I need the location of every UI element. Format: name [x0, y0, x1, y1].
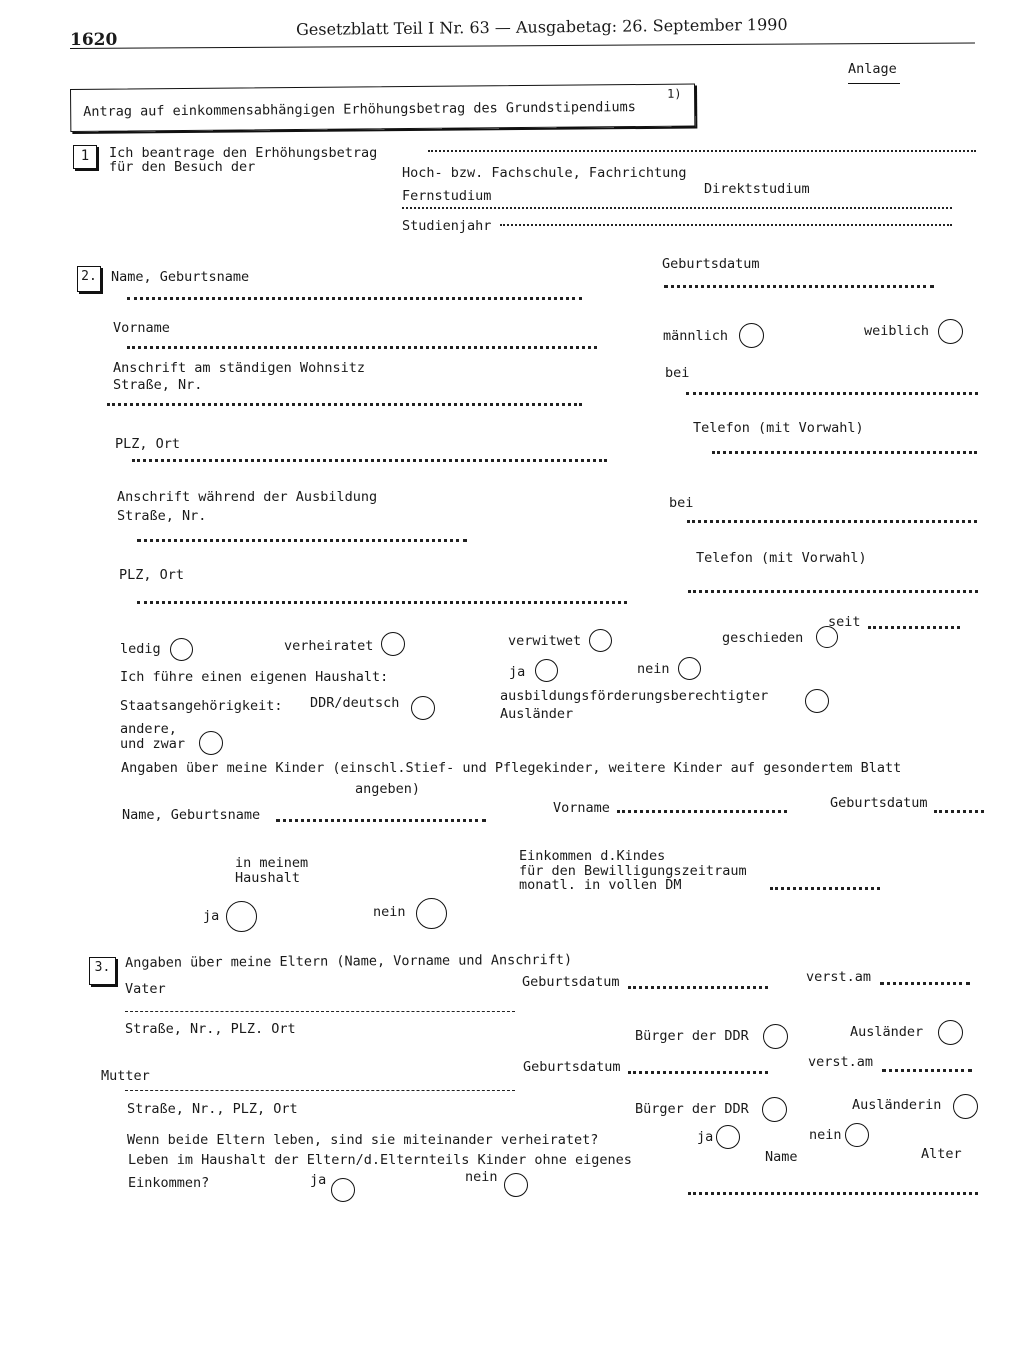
radio-vater-buerger[interactable]: [763, 1024, 788, 1049]
s2-strasse2-line[interactable]: [137, 539, 467, 544]
s3-ja2: ja: [310, 1172, 327, 1188]
radio-auslaender[interactable]: [805, 689, 829, 713]
s3-strasse2: Straße, Nr., PLZ, Ort: [127, 1101, 298, 1117]
s2-seit-line[interactable]: [868, 626, 960, 631]
anlage-underline: [848, 83, 900, 84]
s3-heading: Angaben über meine Eltern (Name, Vorname und Anschrift): [124, 951, 573, 971]
radio-mutter-buerger[interactable]: [762, 1097, 787, 1122]
s1-besuch: für den Besuch der: [109, 159, 256, 175]
s1-studienjahr-line[interactable]: [500, 224, 952, 228]
s2-plz-ort1: PLZ, Ort: [115, 436, 181, 452]
s2-andere-2: und zwar: [120, 736, 186, 752]
section-3-number: 3.: [89, 957, 116, 985]
s1-studienjahr: Studienjahr: [402, 218, 492, 234]
radio-kind-nein[interactable]: [416, 898, 447, 929]
radio-verwitwet[interactable]: [589, 629, 612, 652]
page-number: 1620: [70, 30, 118, 50]
s3-nein2: nein: [465, 1169, 498, 1185]
s1-line-top[interactable]: [428, 150, 976, 154]
s2-ddr-deutsch: DDR/deutsch: [310, 695, 400, 711]
s2-name-label: Name, Geburtsname: [111, 269, 250, 285]
s3-verst2-line[interactable]: [882, 1069, 972, 1074]
s2-verwitwet: verwitwet: [508, 633, 582, 649]
s1-direktstudium: Direktstudium: [704, 181, 810, 197]
s2-strasse1-line[interactable]: [107, 403, 582, 408]
s2-telefon1-line[interactable]: [712, 451, 977, 456]
s3-vater: Vater: [125, 981, 166, 997]
s2-anschrift-ausbildung: Anschrift während der Ausbildung: [117, 489, 378, 505]
footnote-marker: 1): [667, 86, 682, 101]
s2-weiblich-label: weiblich: [864, 323, 930, 339]
s2-plz-ort2-line[interactable]: [137, 601, 627, 606]
s2-strasse2: Straße, Nr.: [117, 508, 207, 524]
s2-vorname-line[interactable]: [127, 346, 597, 351]
radio-haushalt-nein[interactable]: [678, 657, 701, 680]
header-rule: [70, 42, 975, 49]
radio-andere[interactable]: [199, 731, 223, 755]
s1-fernstudium: Fernstudium: [402, 188, 492, 204]
s2-plz-ort1-line[interactable]: [132, 459, 607, 464]
s3-verst1: verst.am: [806, 969, 872, 985]
s2-geburtsdatum-label: Geburtsdatum: [662, 256, 760, 272]
s3-auslaender: Ausländer: [850, 1024, 924, 1040]
s2-kind-name-line[interactable]: [276, 819, 486, 824]
radio-verheiratet[interactable]: [381, 632, 405, 656]
radio-eltern-verheiratet-nein[interactable]: [845, 1123, 869, 1147]
s2-kind-vorname-line[interactable]: [617, 810, 787, 815]
radio-haushalt-ja[interactable]: [535, 659, 558, 682]
s3-geburtsdatum1-line[interactable]: [628, 986, 768, 991]
s3-kinder-frage-1: Leben im Haushalt der Eltern/d.Elternteils Kinder ohne eigenes: [128, 1152, 632, 1168]
s2-telefon2: Telefon (mit Vorwahl): [696, 550, 867, 566]
s2-kinder-1: Angaben über meine Kinder (einschl.Stief- und Pflegekinder, weitere Kinder auf gesondertem Blatt: [121, 760, 902, 776]
s3-verst2: verst.am: [808, 1054, 874, 1070]
form-title-box: [70, 84, 695, 132]
s3-geburtsdatum2-line[interactable]: [628, 1071, 768, 1076]
s2-andere-1: andere,: [120, 721, 177, 737]
s2-kind-name: Name, Geburtsname: [122, 807, 261, 823]
s2-geburtsdatum-line[interactable]: [664, 285, 934, 290]
s2-telefon1: Telefon (mit Vorwahl): [693, 420, 864, 436]
radio-kinder-ja[interactable]: [331, 1178, 355, 1202]
s2-kind-geburtsdatum-line[interactable]: [934, 810, 984, 815]
s3-alter: Alter: [921, 1146, 962, 1162]
anlage-label: Anlage: [848, 61, 897, 77]
s2-verheiratet: verheiratet: [284, 638, 374, 654]
s3-name: Name: [765, 1149, 798, 1165]
s2-einkommen-3: monatl. in vollen DM: [519, 877, 682, 893]
s3-geburtsdatum2: Geburtsdatum: [523, 1059, 621, 1075]
s2-vorname-label: Vorname: [113, 320, 170, 336]
form-title: Antrag auf einkommensabhängigen Erhöhungsbetrag des Grundstipendiums: [83, 99, 636, 120]
s2-haushalt: Ich führe einen eigenen Haushalt:: [120, 669, 389, 685]
section-1-number: 1: [73, 145, 97, 169]
s1-line-mid[interactable]: [402, 207, 952, 211]
s2-in-meinem: in meinem: [235, 855, 309, 871]
radio-maennlich[interactable]: [739, 323, 764, 348]
s3-mutter-line[interactable]: [125, 1090, 515, 1092]
s3-verst1-line[interactable]: [880, 982, 970, 987]
s2-haushalt-nein: nein: [637, 661, 670, 677]
radio-mutter-auslaenderin[interactable]: [953, 1094, 978, 1119]
s2-name-line[interactable]: [127, 297, 582, 302]
s2-staatsangehoerigkeit: Staatsangehörigkeit:: [120, 698, 283, 714]
s1-beantrage: Ich beantrage den Erhöhungsbetrag: [109, 145, 378, 161]
s3-kinder-name-alter-line[interactable]: [688, 1192, 978, 1197]
radio-ledig[interactable]: [170, 638, 193, 661]
s2-haushalt-label: Haushalt: [235, 870, 301, 886]
s2-kind-nein: nein: [373, 904, 406, 920]
s3-kinder-frage-2: Einkommen?: [128, 1175, 210, 1191]
s3-buerger1: Bürger der DDR: [635, 1028, 749, 1044]
s2-einkommen-2: für den Bewilligungszeitraum: [519, 863, 747, 879]
gazette-title: Gesetzblatt Teil I Nr. 63 — Ausgabetag: 26. September 1990: [295, 14, 788, 39]
radio-eltern-verheiratet-ja[interactable]: [716, 1125, 740, 1149]
s2-einkommen-1: Einkommen d.Kindes: [519, 848, 666, 864]
s2-geschieden: geschieden: [722, 630, 804, 646]
s3-mutter: Mutter: [101, 1068, 150, 1084]
radio-weiblich[interactable]: [938, 319, 963, 344]
s3-verheiratet-frage: Wenn beide Eltern leben, sind sie miteinander verheiratet?: [127, 1132, 599, 1148]
s2-ledig: ledig: [120, 641, 161, 657]
s2-kinder-2: angeben): [355, 781, 421, 797]
s2-foerderung-1: ausbildungsförderungsberechtigter: [500, 688, 769, 704]
s2-haushalt-ja: ja: [509, 664, 526, 680]
s3-ja1: ja: [697, 1129, 714, 1145]
s1-school-label: Hoch- bzw. Fachschule, Fachrichtung: [402, 165, 687, 181]
s2-bei2: bei: [669, 495, 694, 511]
section-2-number: 2.: [77, 266, 101, 292]
radio-kinder-nein[interactable]: [504, 1173, 528, 1197]
s2-kind-ja: ja: [203, 908, 220, 924]
radio-ddr-deutsch[interactable]: [411, 696, 435, 720]
radio-vater-auslaender[interactable]: [938, 1020, 963, 1045]
s2-bei2-line[interactable]: [687, 520, 977, 525]
s3-geburtsdatum1: Geburtsdatum: [522, 974, 620, 990]
s2-telefon2-line[interactable]: [688, 590, 978, 595]
s2-einkommen-line[interactable]: [770, 887, 880, 892]
s2-maennlich-label: männlich: [663, 328, 729, 344]
s2-kind-geburtsdatum: Geburtsdatum: [830, 795, 928, 811]
s2-seit: seit: [828, 614, 861, 630]
s2-bei1: bei: [665, 365, 690, 381]
s3-auslaenderin: Ausländerin: [852, 1097, 942, 1113]
s3-strasse1: Straße, Nr., PLZ. Ort: [125, 1021, 296, 1037]
s2-strasse1: Straße, Nr.: [113, 377, 203, 393]
s3-vater-line[interactable]: [125, 1011, 515, 1013]
s2-plz-ort2: PLZ, Ort: [119, 567, 185, 583]
s2-foerderung-2: Ausländer: [500, 706, 574, 722]
s3-nein1: nein: [809, 1127, 842, 1143]
s2-anschrift-wohnsitz: Anschrift am ständigen Wohnsitz: [113, 360, 365, 376]
s2-bei1-line[interactable]: [686, 392, 978, 397]
s2-kind-vorname: Vorname: [553, 800, 610, 816]
s3-buerger2: Bürger der DDR: [635, 1101, 749, 1117]
radio-kind-ja[interactable]: [226, 901, 257, 932]
